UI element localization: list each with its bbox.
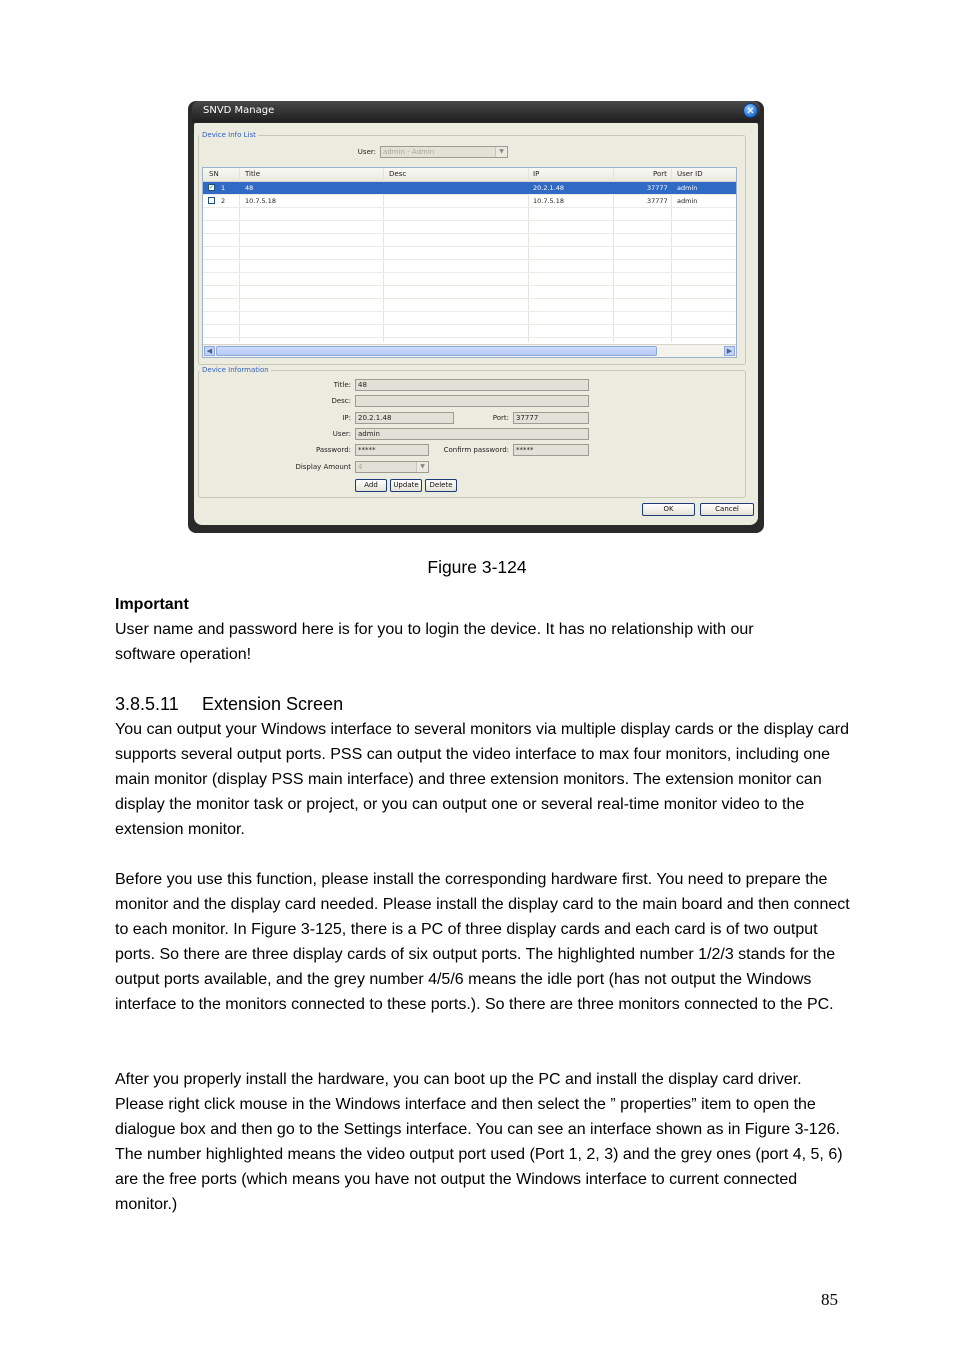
column-header-desc[interactable]: Desc [389, 170, 407, 178]
dialog-client-area [194, 123, 758, 525]
display-amount-select[interactable] [355, 461, 429, 473]
dialog-titlebar[interactable] [192, 101, 760, 122]
add-button[interactable]: Add [355, 479, 387, 492]
row-sn: 2 [221, 197, 226, 205]
important-heading: Important [115, 596, 189, 613]
ip-input[interactable]: 20.2.1.48 [355, 412, 454, 424]
row-ip: 10.7.5.18 [533, 197, 565, 205]
chevron-down-icon[interactable]: ▼ [416, 462, 428, 472]
empty-row [203, 325, 736, 338]
user-filter-select[interactable] [380, 146, 508, 158]
user-input[interactable]: admin [355, 428, 589, 440]
close-icon[interactable]: ✕ [743, 103, 758, 118]
user-filter-value: admin - Admin [383, 148, 435, 156]
empty-row [203, 208, 736, 221]
paragraph-1: You can output your Windows interface to several monitors via multiple display cards or the display card supports several output ports. PSS can output the video interface to max four monitors, including one main monitor (display PSS main interface) and three extension monitors. The extension monitor can display the monitor task or project, or you can output one or several real-time monitor video to the extension monitor. [115, 721, 849, 838]
cancel-button[interactable]: Cancel [700, 503, 754, 516]
device-information-group [198, 366, 746, 498]
device-table [202, 167, 737, 358]
row-user-id: admin [677, 197, 698, 205]
column-header-ip[interactable]: IP [533, 170, 540, 178]
display-amount-value: 4 [358, 463, 363, 471]
desc-input[interactable] [355, 395, 589, 407]
empty-row [203, 312, 736, 325]
figure-caption: Figure 3-124 [427, 557, 527, 577]
device-information-legend: Device Information [202, 366, 269, 374]
scroll-left-icon[interactable]: ◀ [204, 346, 215, 356]
delete-button[interactable]: Delete [425, 479, 457, 492]
row-user-id: admin [677, 184, 698, 192]
row-title: 48 [245, 184, 254, 192]
table-row[interactable] [203, 182, 736, 195]
device-info-list-legend: Device Info List [202, 131, 256, 139]
empty-row [203, 234, 736, 247]
empty-row [203, 221, 736, 234]
row-sn: 1 [221, 184, 226, 192]
scroll-right-icon[interactable]: ▶ [724, 346, 735, 356]
chevron-down-icon[interactable]: ▼ [495, 147, 507, 157]
confirm-password-label: Confirm password: [443, 446, 509, 454]
user-label: User: [332, 430, 351, 438]
desc-label: Desc: [331, 397, 351, 405]
empty-row [203, 299, 736, 312]
column-header-port[interactable]: Port [653, 170, 667, 178]
empty-row [203, 247, 736, 260]
scrollbar-thumb[interactable] [216, 346, 657, 356]
ok-button[interactable]: OK [642, 503, 695, 516]
row-title: 10.7.5.18 [245, 197, 277, 205]
paragraph-3: After you properly install the hardware, you can boot up the PC and install the display card driver. Please right click mouse in the Windows interface and then select the ” properties” item to open the dialogue box and then go to the Settings interface. You can see an interface shown as in Figure 3-126. The number highlighted means the video output port used (Port 1, 2, 3) and the grey ones (port 4, 5, 6) are the free ports (which means you have not output the Windows interface to current connected monitor.) [115, 1071, 843, 1213]
password-input[interactable]: ***** [355, 444, 429, 456]
row-ip: 20.2.1.48 [533, 184, 565, 192]
snvd-manage-dialog [188, 101, 764, 533]
port-label: Port: [492, 414, 509, 422]
dialog-title: SNVD Manage [203, 105, 275, 116]
title-input[interactable]: 48 [355, 379, 589, 391]
row-port: 37777 [647, 184, 668, 192]
important-text: User name and password here is for you to login the device. It has no relationship with our software operation! [115, 621, 754, 663]
column-header-sn[interactable]: SN [209, 170, 219, 178]
confirm-password-input[interactable]: ***** [513, 444, 589, 456]
horizontal-scrollbar[interactable] [203, 344, 736, 357]
update-button[interactable]: Update [390, 479, 422, 492]
section-title: Extension Screen [202, 694, 344, 714]
password-label: Password: [315, 446, 351, 454]
port-input[interactable]: 37777 [513, 412, 589, 424]
paragraph-2: Before you use this function, please install the corresponding hardware first. You need to prepare the monitor and the display card needed. Please install the display card to the main board and then connect to each monitor. In Figure 3-125, there is a PC of three display cards and each card is of two output ports. So there are three display cards of six output ports. The highlighted number 1/2/3 stands for the output ports available, and the grey number 4/5/6 means the idle port (has not output the Windows interface to the monitors connected to these ports.). So there are three monitors connected to the PC. [115, 871, 850, 1013]
table-row[interactable] [203, 195, 736, 208]
section-number: 3.8.5.11 [115, 694, 179, 714]
user-filter-label: User: [357, 148, 376, 156]
title-label: Title: [333, 381, 351, 389]
device-info-list-group [198, 131, 746, 365]
device-table-header [203, 168, 736, 182]
ip-label: IP: [342, 414, 351, 422]
row-checkbox-unchecked[interactable] [208, 197, 215, 204]
empty-row [203, 286, 736, 299]
row-checkbox-checked[interactable]: ✓ [209, 184, 215, 191]
empty-row [203, 260, 736, 273]
page-number: 85 [821, 1290, 838, 1309]
section-heading [115, 694, 343, 715]
column-header-title[interactable]: Title [245, 170, 261, 178]
row-port: 37777 [647, 197, 668, 205]
empty-row [203, 273, 736, 286]
display-amount-label: Display Amount [295, 463, 351, 471]
column-header-user-id[interactable]: User ID [677, 170, 703, 178]
